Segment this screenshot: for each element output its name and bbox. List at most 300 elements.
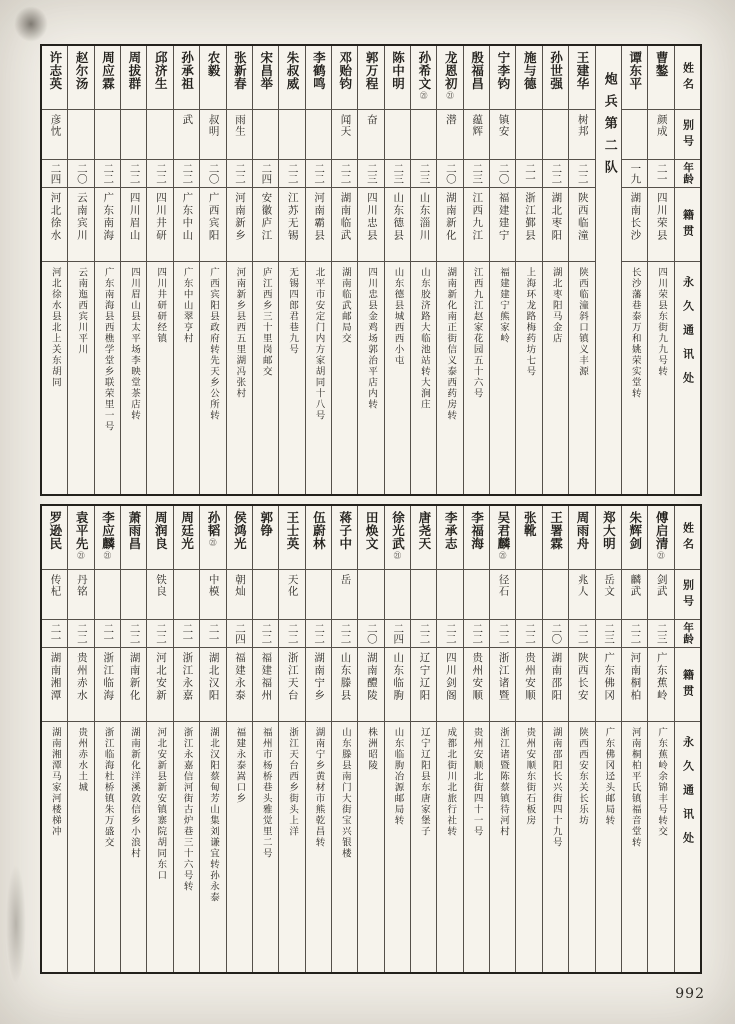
entry-origin-text: 云南宾川	[75, 192, 88, 242]
entry-address-cell	[227, 722, 252, 972]
entry-age-cell	[279, 620, 304, 648]
entry-name-text: 郑大明	[601, 511, 617, 550]
roster-column	[647, 506, 673, 972]
entry-address-text: 浙江天台西乡街头上洋	[287, 727, 299, 837]
entry-name-cell	[174, 506, 199, 570]
entry-address-cell	[385, 722, 410, 972]
entry-age-text: 二〇	[497, 163, 510, 184]
entry-alias-cell	[174, 570, 199, 620]
entry-address-text: 浙江临海杜桥镇朱万盛交	[102, 727, 114, 848]
entry-address-text: 浙江诸暨陈蔡镇待河村	[497, 727, 509, 837]
roster-column	[67, 46, 93, 494]
entry-age-cell	[200, 160, 225, 188]
entry-origin-cell	[95, 648, 120, 722]
entry-age-text: 二二	[339, 623, 352, 644]
entry-alias-text: 奋	[365, 114, 378, 126]
entry-alias-text: 潜	[444, 114, 457, 126]
entry-address-text: 山东滕县南门大街宝兴银楼	[339, 727, 351, 859]
entry-origin-text: 贵州安顺	[471, 652, 484, 702]
entry-alias-cell	[385, 110, 410, 160]
entry-age-cell	[200, 620, 225, 648]
header-age-cell	[675, 620, 700, 648]
entry-origin-cell	[648, 188, 673, 262]
entry-name-text: 许志英	[47, 51, 63, 90]
entry-name-cell	[569, 506, 594, 570]
header-alias-cell	[675, 570, 700, 620]
header-origin-label: 籍贯	[681, 208, 695, 241]
entry-age-cell	[596, 620, 621, 648]
entry-origin-text: 湖北枣阳	[550, 192, 563, 242]
entry-origin-text: 河南新乡	[234, 192, 247, 242]
entry-name-text: 萧雨昌	[126, 511, 142, 550]
entry-address-text: 广西宾阳县政府转先天乡公所转	[208, 267, 220, 421]
entry-origin-cell	[385, 648, 410, 722]
entry-name-text: 周雨舟	[575, 511, 590, 550]
roster-column	[305, 46, 331, 494]
roster-column	[489, 46, 515, 494]
entry-address-cell	[121, 262, 146, 494]
entry-address-text: 河南桐柏平氏镇福音堂转	[629, 727, 641, 848]
entry-age-cell	[121, 160, 146, 188]
entry-origin-text: 四川剑阁	[444, 652, 457, 702]
entry-origin-text: 广东蕉岭	[655, 652, 668, 702]
entry-age-text: 二〇	[75, 163, 88, 184]
entry-age-text: 二三	[655, 623, 668, 644]
entry-alias-cell	[516, 110, 541, 160]
header-name-label: 姓名	[681, 61, 695, 94]
header-alias-cell	[675, 110, 700, 160]
entry-age-cell	[437, 620, 462, 648]
entry-age-cell	[358, 620, 383, 648]
entry-age-cell	[253, 620, 278, 648]
header-address-cell	[675, 722, 700, 972]
entry-alias-cell	[121, 110, 146, 160]
roster-column	[542, 46, 568, 494]
roster-column	[542, 506, 568, 972]
entry-age-text: 二二	[260, 623, 273, 644]
entry-age-text: 二二	[181, 163, 194, 184]
entry-alias-text: 彦忱	[49, 114, 62, 137]
entry-address-text: 四川荣县东街九九号转	[656, 267, 668, 377]
roster-column	[120, 46, 146, 494]
entry-address-cell	[622, 722, 647, 972]
entry-alias-text: 叔明	[207, 114, 220, 137]
header-column	[674, 46, 700, 494]
entry-name-text: 傅启清	[654, 511, 670, 550]
entry-alias-text: 中模	[207, 574, 220, 597]
entry-address-cell	[227, 262, 252, 494]
entry-origin-text: 河北安新	[154, 652, 167, 702]
roster-column	[278, 506, 304, 972]
entry-age-text: 二三	[365, 163, 378, 184]
entry-address-text: 湖南湘潭马家河楼梯冲	[49, 727, 61, 837]
entry-address-cell	[42, 722, 67, 972]
entry-name-cell	[358, 506, 383, 570]
roster-column	[436, 506, 462, 972]
entry-age-text: 一九	[629, 163, 642, 184]
entry-alias-cell	[464, 110, 489, 160]
entry-age-text: 二二	[234, 163, 247, 184]
entry-age-cell	[227, 160, 252, 188]
entry-origin-cell	[622, 648, 647, 722]
entry-address-text: 湖南宁乡黄材市熊乾昌转	[313, 727, 325, 848]
entry-name-cell	[358, 46, 383, 110]
section-title-column	[595, 46, 621, 494]
entry-address-cell	[200, 262, 225, 494]
entry-age-text: 二一	[49, 623, 62, 644]
entry-name-text: 李福海	[469, 511, 485, 550]
entry-name-text: 李应麟	[100, 511, 116, 550]
entry-origin-text: 广东中山	[181, 192, 194, 242]
entry-origin-text: 湖南湘潭	[49, 652, 62, 702]
entry-age-text: 二〇	[207, 163, 220, 184]
entry-age-text: 二二	[128, 623, 141, 644]
entry-age-text: 二一	[181, 623, 194, 644]
entry-alias-cell	[227, 110, 252, 160]
entry-origin-text: 福建福州	[260, 652, 273, 702]
entry-name-text: 孙希文	[416, 51, 432, 90]
entry-age-text: 二二	[576, 163, 589, 184]
entry-name-cell	[411, 46, 436, 110]
entry-annotation-mark: ㉑	[499, 551, 507, 560]
entry-address-cell	[68, 722, 93, 972]
entry-origin-cell	[147, 188, 172, 262]
entry-age-text: 二二	[154, 163, 167, 184]
entry-origin-cell	[437, 648, 462, 722]
header-age-cell	[675, 160, 700, 188]
entry-address-text: 辽宁辽阳县东唐家堡子	[418, 727, 430, 837]
entry-annotation-mark: ㉑	[209, 538, 217, 547]
entry-address-text: 成都北街川北旅行社转	[445, 727, 457, 837]
entry-origin-cell	[437, 188, 462, 262]
roster-column	[621, 46, 647, 494]
entry-age-cell	[306, 160, 331, 188]
entry-address-text: 福建永泰嵩口乡	[234, 727, 246, 804]
roster-column	[42, 46, 67, 494]
entry-origin-cell	[279, 648, 304, 722]
entry-name-text: 邓贻钧	[337, 51, 353, 90]
entry-age-text: 二二	[629, 623, 642, 644]
entry-origin-text: 四川眉山	[128, 192, 141, 242]
entry-address-cell	[543, 262, 568, 494]
entry-origin-cell	[174, 188, 199, 262]
entry-address-text: 陕西西安东关长乐坊	[577, 727, 589, 826]
entry-origin-text: 贵州安顺	[523, 652, 536, 702]
entry-name-cell	[147, 46, 172, 110]
entry-age-cell	[543, 620, 568, 648]
roster-column	[410, 506, 436, 972]
entry-alias-text: 闻天	[339, 114, 352, 137]
entry-alias-cell	[121, 570, 146, 620]
entry-name-cell	[490, 506, 515, 570]
entry-address-text: 四川眉山县太平场李映堂茶店转	[128, 267, 140, 421]
section-title-text: 炮兵第二队	[601, 72, 617, 182]
entry-alias-text: 麟武	[629, 574, 642, 597]
roster-table-bottom	[40, 504, 702, 974]
entry-name-text: 罗逊民	[47, 511, 63, 550]
roster-column	[67, 506, 93, 972]
entry-origin-cell	[648, 648, 673, 722]
entry-address-text: 长沙藩巷泰万和姚荣实堂转	[629, 267, 641, 399]
entry-address-cell	[569, 262, 594, 494]
entry-age-cell	[648, 620, 673, 648]
entry-age-text: 二一	[207, 623, 220, 644]
roster-column	[173, 46, 199, 494]
entry-address-text: 贵州赤水土城	[76, 727, 88, 793]
header-age-label: 年龄	[682, 162, 695, 185]
entry-origin-text: 安徽庐江	[260, 192, 273, 242]
entry-name-cell	[332, 506, 357, 570]
entry-age-cell	[147, 620, 172, 648]
entry-alias-cell	[516, 570, 541, 620]
entry-origin-text: 广东南海	[102, 192, 115, 242]
entry-address-cell	[253, 722, 278, 972]
entry-alias-cell	[569, 570, 594, 620]
entry-alias-text: 铁良	[154, 574, 167, 597]
entry-address-cell	[490, 722, 515, 972]
entry-age-cell	[622, 620, 647, 648]
entry-age-text: 二二	[286, 623, 299, 644]
roster-column	[515, 506, 541, 972]
entry-alias-text: 雨生	[234, 114, 247, 137]
entry-address-cell	[358, 262, 383, 494]
entry-age-text: 二二	[313, 623, 326, 644]
entry-address-text: 福建建宁熊家岭	[497, 267, 509, 344]
entry-name-cell	[385, 506, 410, 570]
entry-alias-cell	[227, 570, 252, 620]
entry-age-text: 二二	[550, 163, 563, 184]
roster-column	[199, 46, 225, 494]
entry-origin-cell	[121, 648, 146, 722]
entry-name-cell	[437, 506, 462, 570]
header-address-label: 永久通讯处	[681, 736, 695, 856]
entry-name-cell	[42, 46, 67, 110]
entry-origin-cell	[543, 188, 568, 262]
entry-name-text: 农毅	[205, 51, 221, 77]
roster-column	[278, 46, 304, 494]
entry-age-text: 二二	[497, 623, 510, 644]
entry-alias-text: 传杞	[49, 574, 62, 597]
entry-address-text: 山东胶济路大临池站转大涧庄	[418, 267, 430, 410]
roster-column	[384, 506, 410, 972]
entry-address-text: 福州市杨桥巷头雅觉里二号	[260, 727, 272, 859]
entry-name-text: 周润良	[153, 511, 169, 550]
entry-age-cell	[622, 160, 647, 188]
roster-column	[331, 46, 357, 494]
entry-name-text: 蒋子中	[337, 511, 353, 550]
entry-address-cell	[569, 722, 594, 972]
entry-annotation-mark: ㉑	[657, 551, 665, 560]
entry-origin-text: 浙江永嘉	[181, 652, 194, 702]
entry-name-cell	[95, 506, 120, 570]
entry-name-text: 施与德	[522, 51, 538, 90]
entry-age-text: 二二	[471, 623, 484, 644]
entry-alias-cell	[95, 570, 120, 620]
entry-address-cell	[464, 262, 489, 494]
entry-alias-cell	[147, 110, 172, 160]
entry-origin-text: 广东佛冈	[603, 652, 616, 702]
entry-name-cell	[253, 506, 278, 570]
entry-age-text: 二三	[603, 623, 616, 644]
entry-origin-cell	[490, 648, 515, 722]
entry-origin-cell	[306, 648, 331, 722]
entry-address-text: 湖南新化洋溪敦信乡小浪村	[128, 727, 140, 859]
entry-address-text: 山东德县城西西小屯	[392, 267, 404, 366]
entry-origin-text: 山东德县	[392, 192, 405, 242]
header-age-label: 年龄	[682, 622, 695, 645]
entry-name-cell	[464, 46, 489, 110]
header-origin-cell	[675, 648, 700, 722]
entry-address-text: 株洲昭陵	[366, 727, 378, 771]
entry-address-text: 北平市安定门内方家胡同十八号	[313, 267, 325, 421]
entry-address-text: 贵州安顺东街石板房	[524, 727, 536, 826]
entry-origin-text: 四川忠县	[365, 192, 378, 242]
entry-address-cell	[516, 722, 541, 972]
entry-age-text: 二四	[260, 163, 273, 184]
entry-alias-text: 径石	[497, 574, 510, 597]
header-address-cell	[675, 262, 700, 494]
entry-origin-text: 四川井研	[154, 192, 167, 242]
entry-name-cell	[253, 46, 278, 110]
entry-origin-cell	[68, 648, 93, 722]
entry-name-cell	[622, 46, 647, 110]
roster-column	[305, 506, 331, 972]
entry-address-text: 四川忠县金鸡场郭治平店内转	[366, 267, 378, 410]
entry-origin-cell	[200, 648, 225, 722]
entry-annotation-mark: ㉑	[393, 551, 402, 560]
entry-alias-cell	[147, 570, 172, 620]
entry-age-text: 二二	[523, 623, 536, 644]
entry-age-text: 二二	[102, 163, 115, 184]
entry-address-text: 江西九江赵家花园五十六号	[471, 267, 483, 399]
entry-address-cell	[306, 722, 331, 972]
entry-origin-cell	[279, 188, 304, 262]
roster-column	[595, 506, 621, 972]
entry-address-text: 广东南海县西樵学堂乡联荣里一号	[102, 267, 114, 432]
entry-alias-text: 武	[181, 114, 194, 126]
entry-alias-cell	[543, 570, 568, 620]
entry-age-cell	[385, 620, 410, 648]
entry-age-cell	[332, 620, 357, 648]
entry-age-text: 二二	[313, 163, 326, 184]
entry-address-text: 湖北枣阳马金店	[550, 267, 562, 344]
entry-name-cell	[279, 506, 304, 570]
entry-origin-cell	[306, 188, 331, 262]
entry-origin-text: 陕西临潼	[576, 192, 589, 242]
entry-origin-text: 浙江诸暨	[497, 652, 510, 702]
entry-origin-cell	[411, 188, 436, 262]
entry-origin-text: 湖南醴陵	[365, 652, 378, 702]
entry-age-text: 二二	[128, 163, 141, 184]
entry-annotation-mark: ㉑	[103, 551, 112, 560]
entry-alias-cell	[543, 110, 568, 160]
roster-column	[199, 506, 225, 972]
entry-age-text: 二三	[392, 163, 405, 184]
entry-address-cell	[358, 722, 383, 972]
section-title-cell	[596, 46, 621, 494]
entry-address-cell	[385, 262, 410, 494]
entry-alias-cell	[596, 570, 621, 620]
entry-age-cell	[42, 620, 67, 648]
entry-alias-cell	[648, 570, 673, 620]
entry-age-text: 二〇	[365, 623, 378, 644]
entry-name-text: 周拔群	[126, 51, 142, 90]
entry-origin-cell	[358, 188, 383, 262]
entry-name-text: 龙恩初	[443, 51, 459, 90]
entry-age-text: 二四	[392, 623, 405, 644]
entry-origin-text: 湖南邵阳	[550, 652, 563, 702]
entry-age-text: 二三	[471, 163, 484, 184]
entry-origin-cell	[121, 188, 146, 262]
entry-age-cell	[95, 160, 120, 188]
entry-name-cell	[622, 506, 647, 570]
entry-name-cell	[385, 46, 410, 110]
entry-address-cell	[516, 262, 541, 494]
entry-alias-cell	[437, 570, 462, 620]
entry-alias-cell	[358, 110, 383, 160]
entry-age-text: 二二	[75, 623, 88, 644]
entry-origin-text: 广西宾阳	[207, 192, 220, 242]
entry-age-cell	[490, 160, 515, 188]
entry-name-text: 曹鏊	[654, 51, 670, 77]
entry-address-cell	[464, 722, 489, 972]
entry-origin-text: 陕西长安	[576, 652, 589, 702]
entry-origin-cell	[569, 188, 594, 262]
entry-origin-cell	[42, 188, 67, 262]
entry-origin-text: 福建建宁	[497, 192, 510, 242]
roster-column	[331, 506, 357, 972]
entry-alias-cell	[306, 110, 331, 160]
entry-name-text: 王建华	[575, 51, 590, 90]
entry-address-text: 广东蕉岭余锦丰号转交	[656, 727, 668, 837]
entry-address-cell	[648, 262, 673, 494]
entry-alias-cell	[332, 570, 357, 620]
roster-column	[568, 506, 594, 972]
roster-column	[436, 46, 462, 494]
entry-address-text: 河南新乡县西五里湖冯张村	[234, 267, 246, 399]
entry-name-text: 伍蔚林	[311, 511, 327, 550]
entry-age-cell	[253, 160, 278, 188]
page-number: 992	[675, 986, 705, 1002]
entry-address-text: 河北徐水县北上关东胡同	[49, 267, 61, 388]
entry-origin-cell	[385, 188, 410, 262]
entry-name-cell	[490, 46, 515, 110]
entry-age-cell	[490, 620, 515, 648]
entry-name-cell	[411, 506, 436, 570]
entry-address-cell	[543, 722, 568, 972]
entry-age-text: 二四	[234, 623, 247, 644]
entry-name-cell	[543, 46, 568, 110]
entry-name-cell	[332, 46, 357, 110]
entry-name-cell	[174, 46, 199, 110]
entry-address-cell	[200, 722, 225, 972]
entry-origin-cell	[358, 648, 383, 722]
entry-alias-cell	[385, 570, 410, 620]
entry-origin-cell	[227, 188, 252, 262]
entry-address-cell	[490, 262, 515, 494]
header-origin-cell	[675, 188, 700, 262]
entry-name-cell	[648, 506, 673, 570]
entry-origin-text: 湖南新化	[128, 652, 141, 702]
entry-origin-cell	[332, 648, 357, 722]
entry-age-cell	[464, 160, 489, 188]
entry-age-text: 二〇	[550, 623, 563, 644]
entry-address-cell	[411, 262, 436, 494]
entry-name-text: 吴君麟	[495, 511, 511, 550]
entry-origin-text: 湖北汉阳	[207, 652, 220, 702]
entry-alias-cell	[648, 110, 673, 160]
entry-origin-text: 浙江天台	[286, 652, 299, 702]
